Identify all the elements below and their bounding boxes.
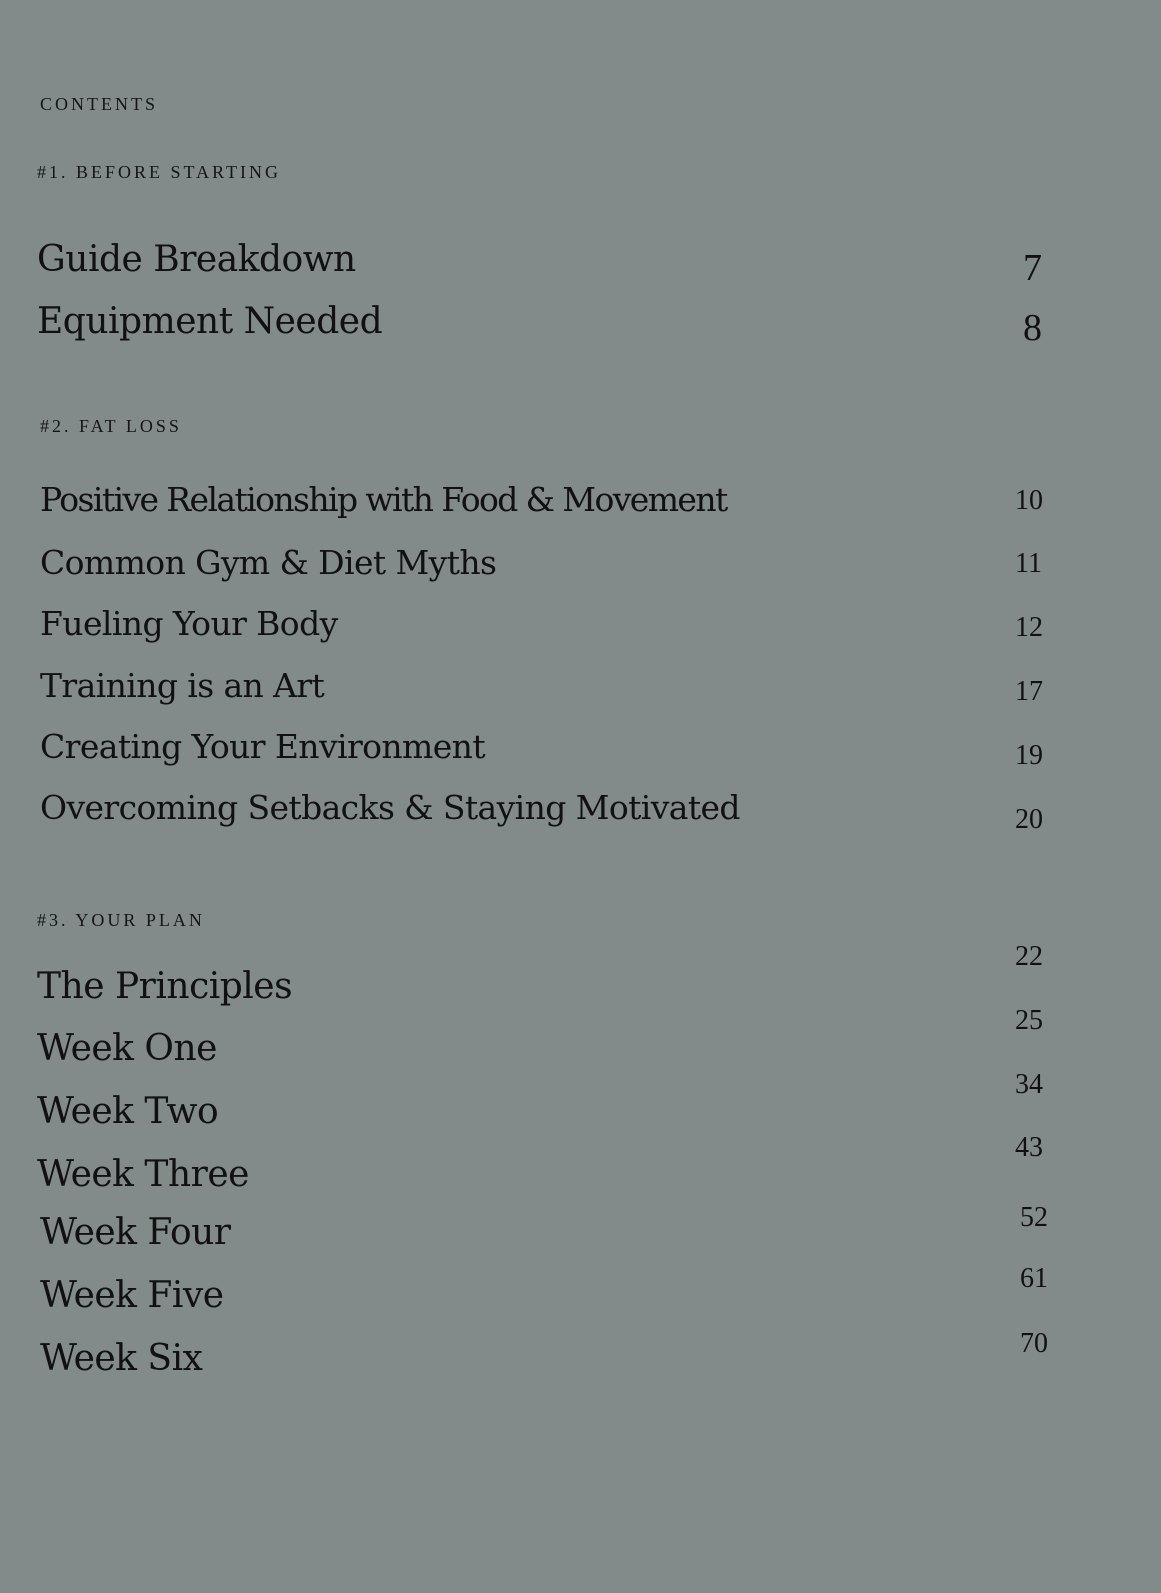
- toc-entry-the-principles[interactable]: The Principles: [37, 966, 293, 1007]
- toc-entry-positive-relationship[interactable]: Positive Relationship with Food & Movement: [40, 480, 727, 519]
- toc-page-week-one: 25: [1015, 1005, 1043, 1036]
- toc-entry-training-is-an-art[interactable]: Training is an Art: [40, 666, 325, 705]
- toc-entry-week-two[interactable]: Week Two: [37, 1091, 219, 1132]
- section-label-your-plan: #3. YOUR PLAN: [37, 910, 205, 930]
- toc-entry-week-three[interactable]: Week Three: [37, 1154, 249, 1195]
- toc-page-the-principles: 22: [1015, 941, 1043, 972]
- toc-entry-week-one[interactable]: Week One: [37, 1028, 217, 1069]
- toc-page-week-four: 52: [1020, 1202, 1048, 1233]
- toc-page-training-is-an-art: 17: [1015, 676, 1043, 707]
- toc-page-fueling-your-body: 12: [1015, 612, 1043, 643]
- toc-page-week-two: 34: [1015, 1069, 1043, 1100]
- contents-heading: CONTENTS: [40, 94, 158, 114]
- toc-entry-creating-your-environment[interactable]: Creating Your Environment: [40, 727, 485, 766]
- toc-entry-overcoming-setbacks[interactable]: Overcoming Setbacks & Staying Motivated: [40, 788, 740, 827]
- toc-entry-equipment-needed[interactable]: Equipment Needed: [37, 301, 383, 342]
- toc-page-guide-breakdown: 7: [1023, 247, 1042, 289]
- toc-page-common-gym-diet-myths: 11: [1015, 548, 1042, 579]
- toc-entry-week-four[interactable]: Week Four: [40, 1212, 231, 1253]
- toc-entry-common-gym-diet-myths[interactable]: Common Gym & Diet Myths: [40, 543, 497, 582]
- toc-page-week-three: 43: [1015, 1132, 1043, 1163]
- toc-page-creating-your-environment: 19: [1015, 740, 1043, 771]
- toc-entry-guide-breakdown[interactable]: Guide Breakdown: [37, 239, 356, 280]
- toc-entry-fueling-your-body[interactable]: Fueling Your Body: [40, 604, 338, 643]
- toc-page-overcoming-setbacks: 20: [1015, 804, 1043, 835]
- toc-entry-week-five[interactable]: Week Five: [40, 1275, 224, 1316]
- section-label-before-starting: #1. BEFORE STARTING: [37, 162, 281, 182]
- toc-page-positive-relationship: 10: [1015, 485, 1043, 516]
- toc-entry-week-six[interactable]: Week Six: [40, 1338, 203, 1379]
- section-label-fat-loss: #2. FAT LOSS: [40, 416, 182, 436]
- toc-page-week-six: 70: [1020, 1328, 1048, 1359]
- toc-page-equipment-needed: 8: [1023, 307, 1042, 349]
- toc-page-week-five: 61: [1020, 1263, 1048, 1294]
